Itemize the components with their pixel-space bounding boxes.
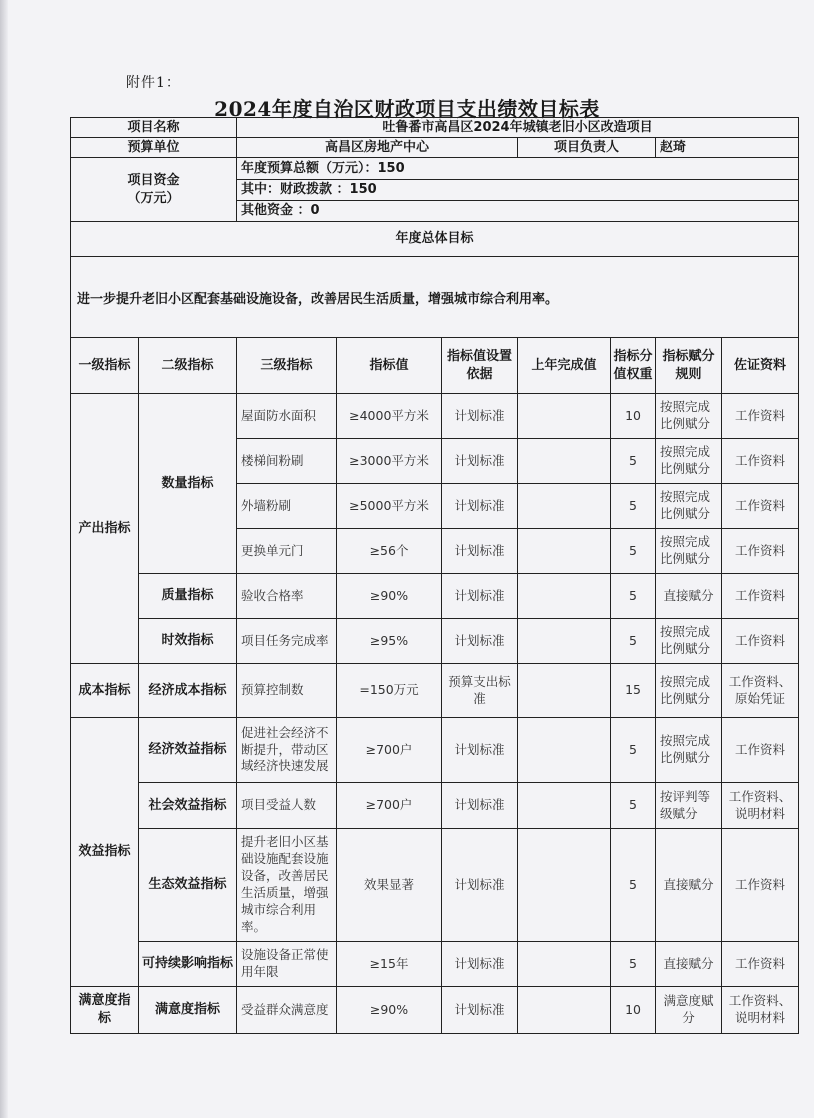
last-year-value — [518, 574, 611, 619]
scoring-rule: 按照完成比例赋分 — [656, 718, 722, 783]
evidence: 工作资料、原始凭证 — [722, 664, 799, 718]
header-rule: 指标赋分规则 — [656, 338, 722, 394]
indicator-weight: 5 — [611, 484, 656, 529]
level3-indicator: 设施设备正常使用年限 — [237, 942, 337, 987]
scoring-rule: 按照完成比例赋分 — [656, 529, 722, 574]
indicator-value: 效果显著 — [337, 829, 442, 942]
indicator-basis: 计划标准 — [442, 529, 518, 574]
level2-quantity: 数量指标 — [139, 394, 237, 574]
indicator-value: ≥700户 — [337, 718, 442, 783]
scoring-rule: 直接赋分 — [656, 829, 722, 942]
header-evidence: 佐证资料 — [722, 338, 799, 394]
last-year-value — [518, 394, 611, 439]
level1-output: 产出指标 — [71, 394, 139, 664]
header-level3: 三级指标 — [237, 338, 337, 394]
level3-indicator: 预算控制数 — [237, 664, 337, 718]
indicator-basis: 计划标准 — [442, 394, 518, 439]
evidence: 工作资料、说明材料 — [722, 987, 799, 1034]
last-year-value — [518, 783, 611, 829]
attachment-label: 附件1： — [126, 75, 181, 91]
table-row — [71, 783, 799, 829]
evidence: 工作资料 — [722, 484, 799, 529]
goal-heading: 年度总体目标 — [71, 222, 799, 257]
indicator-value: ≥56个 — [337, 529, 442, 574]
indicator-basis: 计划标准 — [442, 718, 518, 783]
last-year-value — [518, 987, 611, 1034]
indicator-value: ≥4000平方米 — [337, 394, 442, 439]
project-leader-value: 赵琦 — [656, 138, 799, 158]
level3-indicator: 外墙粉刷 — [237, 484, 337, 529]
table-row — [71, 942, 799, 987]
level3-indicator: 验收合格率 — [237, 574, 337, 619]
indicator-value: ≥3000平方米 — [337, 439, 442, 484]
indicator-weight: 5 — [611, 942, 656, 987]
goal-text-row — [71, 257, 799, 338]
scoring-rule: 按照完成比例赋分 — [656, 484, 722, 529]
funds-total: 年度预算总额（万元）：150 — [237, 158, 799, 180]
table-row — [71, 718, 799, 783]
indicator-weight: 5 — [611, 829, 656, 942]
indicator-basis: 计划标准 — [442, 783, 518, 829]
level2-ecological-benefit: 生态效益指标 — [139, 829, 237, 942]
budget-unit-row — [71, 138, 799, 158]
level3-indicator: 项目任务完成率 — [237, 619, 337, 664]
scoring-rule: 直接赋分 — [656, 942, 722, 987]
level3-indicator: 提升老旧小区基础设施配套设施设备，改善居民生活质量，增强城市综合利用率。 — [237, 829, 337, 942]
indicator-basis: 计划标准 — [442, 942, 518, 987]
last-year-value — [518, 829, 611, 942]
project-name-row — [71, 118, 799, 138]
funds-label-line2: （万元） — [127, 190, 180, 206]
indicator-weight: 5 — [611, 619, 656, 664]
indicator-weight: 10 — [611, 394, 656, 439]
scoring-rule: 按评判等级赋分 — [656, 783, 722, 829]
last-year-value — [518, 439, 611, 484]
indicator-basis: 预算支出标准 — [442, 664, 518, 718]
indicator-weight: 5 — [611, 783, 656, 829]
level3-indicator: 楼梯间粉刷 — [237, 439, 337, 484]
project-leader-label: 项目负责人 — [518, 138, 656, 158]
evidence: 工作资料 — [722, 619, 799, 664]
level3-indicator: 促进社会经济不断提升，带动区域经济快速发展 — [237, 718, 337, 783]
evidence: 工作资料 — [722, 529, 799, 574]
level3-indicator: 受益群众满意度 — [237, 987, 337, 1034]
indicator-weight: 5 — [611, 718, 656, 783]
project-name-label: 项目名称 — [71, 118, 237, 138]
indicator-basis: 计划标准 — [442, 619, 518, 664]
level2-satisfaction: 满意度指标 — [139, 987, 237, 1034]
evidence: 工作资料 — [722, 574, 799, 619]
indicator-basis: 计划标准 — [442, 439, 518, 484]
last-year-value — [518, 942, 611, 987]
indicator-value: ≥90% — [337, 574, 442, 619]
evidence: 工作资料 — [722, 718, 799, 783]
last-year-value — [518, 529, 611, 574]
indicator-weight: 10 — [611, 987, 656, 1034]
header-level1: 一级指标 — [71, 338, 139, 394]
level3-indicator: 屋面防水面积 — [237, 394, 337, 439]
table-row — [71, 394, 799, 439]
scoring-rule: 直接赋分 — [656, 574, 722, 619]
funds-label — [71, 158, 237, 222]
scoring-rule: 按照完成比例赋分 — [656, 664, 722, 718]
indicator-value: ≥5000平方米 — [337, 484, 442, 529]
document-title: 2024年度自治区财政项目支出绩效目标表 — [214, 97, 600, 121]
level2-social-benefit: 社会效益指标 — [139, 783, 237, 829]
indicator-value: ≥15年 — [337, 942, 442, 987]
indicator-basis: 计划标准 — [442, 829, 518, 942]
scoring-rule: 按照完成比例赋分 — [656, 619, 722, 664]
indicator-weight: 5 — [611, 439, 656, 484]
level3-indicator: 更换单元门 — [237, 529, 337, 574]
header-weight: 指标分值权重 — [611, 338, 656, 394]
evidence: 工作资料 — [722, 829, 799, 942]
funds-other: 其他资金 ：0 — [237, 201, 799, 222]
table-header-row — [71, 338, 799, 394]
budget-unit-label: 预算单位 — [71, 138, 237, 158]
last-year-value — [518, 718, 611, 783]
indicator-weight: 5 — [611, 529, 656, 574]
indicator-value: ≥95% — [337, 619, 442, 664]
indicator-weight: 5 — [611, 574, 656, 619]
table-row — [71, 664, 799, 718]
level1-satisfaction: 满意度指标 — [71, 987, 139, 1034]
header-last-year: 上年完成值 — [518, 338, 611, 394]
goal-text: 进一步提升老旧小区配套基础设施设备，改善居民生活质量，增强城市综合利用率。 — [71, 257, 799, 338]
scoring-rule: 按照完成比例赋分 — [656, 394, 722, 439]
indicator-value: ≥700户 — [337, 783, 442, 829]
budget-unit-value: 高昌区房地产中心 — [237, 138, 518, 158]
funds-row-total — [71, 158, 799, 180]
evidence: 工作资料 — [722, 942, 799, 987]
table-row — [71, 619, 799, 664]
level2-quality: 质量指标 — [139, 574, 237, 619]
indicator-basis: 计划标准 — [442, 987, 518, 1034]
goal-heading-row — [71, 222, 799, 257]
header-level2: 二级指标 — [139, 338, 237, 394]
level2-economic-cost: 经济成本指标 — [139, 664, 237, 718]
last-year-value — [518, 484, 611, 529]
indicator-basis: 计划标准 — [442, 574, 518, 619]
funds-fiscal: 其中：财政拨款 ：150 — [237, 180, 799, 201]
evidence: 工作资料 — [722, 439, 799, 484]
performance-table — [70, 117, 799, 1034]
evidence: 工作资料 — [722, 394, 799, 439]
project-name-value: 吐鲁番市高昌区2024年城镇老旧小区改造项目 — [237, 118, 799, 138]
table-row — [71, 987, 799, 1034]
indicator-value: ≥90% — [337, 987, 442, 1034]
header-basis: 指标值设置依据 — [442, 338, 518, 394]
funds-label-line1: 项目资金 — [127, 172, 180, 188]
last-year-value — [518, 619, 611, 664]
level1-benefit: 效益指标 — [71, 718, 139, 987]
level2-sustainable: 可持续影响指标 — [139, 942, 237, 987]
header-value: 指标值 — [337, 338, 442, 394]
level1-cost: 成本指标 — [71, 664, 139, 718]
table-row — [71, 574, 799, 619]
level2-economic-benefit: 经济效益指标 — [139, 718, 237, 783]
evidence: 工作资料、说明材料 — [722, 783, 799, 829]
scoring-rule: 满意度赋分 — [656, 987, 722, 1034]
indicator-value: =150万元 — [337, 664, 442, 718]
indicator-basis: 计划标准 — [442, 484, 518, 529]
indicator-weight: 15 — [611, 664, 656, 718]
level3-indicator: 项目受益人数 — [237, 783, 337, 829]
level2-timeliness: 时效指标 — [139, 619, 237, 664]
scoring-rule: 按照完成比例赋分 — [656, 439, 722, 484]
last-year-value — [518, 664, 611, 718]
table-row — [71, 829, 799, 942]
scan-edge — [0, 0, 8, 1118]
